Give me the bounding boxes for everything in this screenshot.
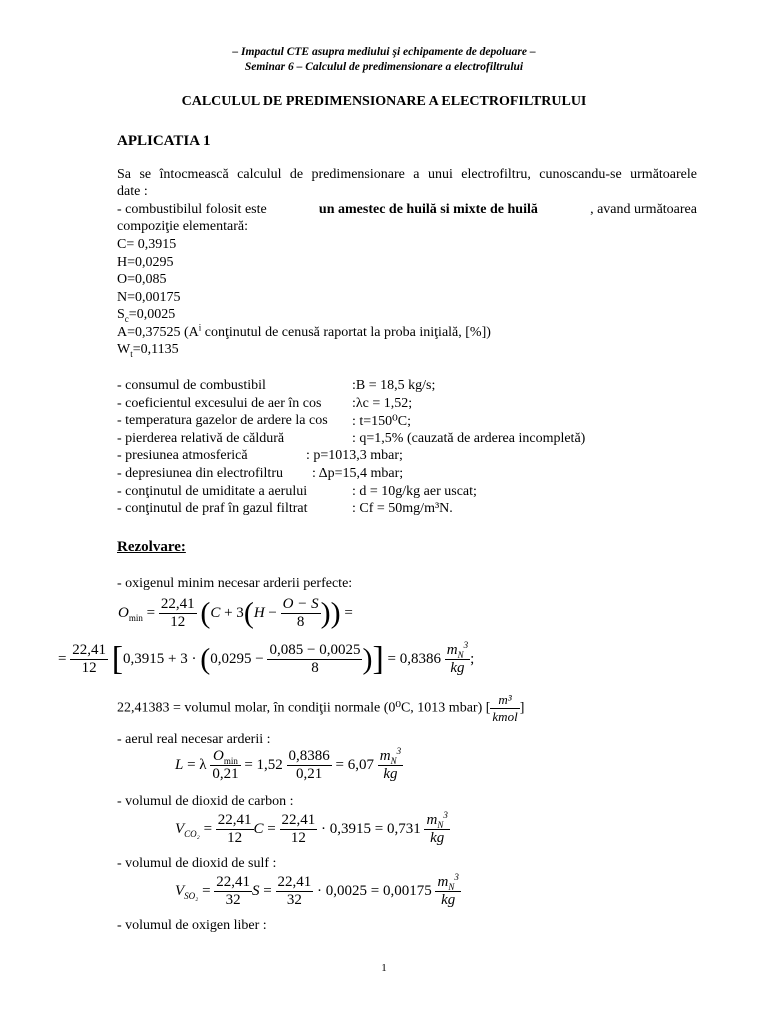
formula-so2: $V_{SO_2}$ = $\frac{22,41}{32}$ S = $\frac{22,41}{32}$ · 0,0025 = 0,00175 $\frac{m_N^3}{kg}$ [175, 872, 459, 908]
comp-a [117, 322, 491, 341]
param-value-2: : t=150⁰C; [352, 414, 412, 429]
molar-unit-top: m³ [490, 692, 519, 709]
comp-w-sub: t [130, 348, 133, 359]
fs-unit-bot: kg [441, 892, 456, 908]
param-label-4: - presiunea atmosferică [117, 448, 248, 463]
f1-num: 22,41 [160, 596, 195, 612]
fuel-line [117, 202, 697, 218]
f1-8: 8 [296, 614, 305, 630]
fuel-text-a: - combustibilul folosit este [117, 202, 267, 217]
param-label-1: - coeficientul excesului de aer în cos [117, 396, 322, 411]
param-value-4: : p=1013,3 mbar; [306, 448, 403, 463]
header-line-2: Seminar 6 – Calculul de predimensionare a electrofiltrului [244, 61, 524, 73]
page-title: CALCULUL DE PREDIMENSIONARE A ELECTROFILTRULUI [181, 94, 587, 109]
param-label-6: - conţinutul de umiditate a aerului [117, 484, 308, 499]
f2-diff: 0,085 − 0,0025 [269, 642, 361, 658]
f2-unit-bot: kg [450, 660, 465, 676]
param-value-5: : Δp=15,4 mbar; [312, 466, 404, 481]
param-value-3: : q=1,5% (cauzată de arderea incompletă) [352, 431, 586, 446]
co2-label: - volumul de dioxid de carbon : [117, 794, 294, 809]
formula-co2: $V_{CO_2}$ = $\frac{22,41}{12}$ C = $\frac{22,41}{12}$ · 0,3915 = 0,731 $\frac{m_N^3}{kg}$ [175, 810, 448, 846]
section-heading: APLICATIA 1 [117, 133, 211, 149]
comp-h: H=0,0295 [117, 255, 174, 270]
o-min-label: - oxigenul minim necesar arderii perfecte: [117, 576, 353, 591]
header-line-1: – Impactul CTE asupra mediului şi echipamente de depoluare – [232, 46, 536, 58]
f2-unit-top: $m_N^3$ [446, 640, 469, 660]
f2-result: = 0,8386 [387, 650, 441, 667]
comp-s-base: S [117, 307, 125, 322]
fs-num1: 22,41 [216, 874, 251, 890]
param-value-6: : d = 10g/kg aer uscat; [352, 484, 477, 499]
fc-unit-bot: kg [430, 830, 445, 846]
fs-val: · 0,0025 [317, 882, 367, 899]
comp-o: O=0,085 [117, 272, 167, 287]
comp-c: C= 0,3915 [117, 237, 177, 252]
fc-den1: 12 [227, 830, 243, 846]
formula-air: L = λ $\frac{O_{min}}{0,21}$ = 1,52 $\frac{0,8386}{0,21}$ = 6,07 $\frac{m_N^3}{kg}$ [175, 746, 402, 782]
fs-result: = 0,00175 [370, 882, 432, 899]
f1-den: 12 [170, 614, 186, 630]
comp-a-val: A=0,37525 (A [117, 325, 199, 340]
param-label-3: - pierderea relativă de căldură [117, 431, 285, 446]
fc-den2: 12 [290, 830, 306, 846]
param-label-5: - depresiunea din electrofiltru [117, 466, 283, 481]
comp-s-sub: c [124, 313, 129, 324]
fc-num1: 22,41 [217, 812, 252, 828]
fl-den1: 0,21 [212, 766, 239, 782]
molar-line: 22,41383 = volumul molar, în condiţii normale (0⁰C, 1013 mbar) [ $\frac{\text{m³}}{\text{kmol}}$ ] [117, 692, 525, 724]
fl-num: 0,8386 [288, 748, 330, 764]
fc-result: = 0,731 [374, 820, 421, 837]
intro-text-1: Sa se întocmească calculul de predimensionare a unui electrofiltru, cunoscandu-se următoarele [117, 167, 697, 182]
fl-result: = 6,07 [335, 756, 375, 773]
intro-line-1 [117, 167, 697, 183]
molar-unit-bot: kmol [492, 709, 518, 724]
fl-den2: 0,21 [296, 766, 323, 782]
comp-w-val: =0,1135 [132, 342, 179, 357]
so2-label: - volumul de dioxid de sulf : [117, 856, 277, 871]
fc-num2: 22,41 [281, 812, 316, 828]
page-number: 1 [381, 962, 387, 974]
f2-8: 8 [311, 660, 319, 676]
molar-text: 22,41383 = volumul molar, în condiţii normale (0⁰C, 1013 mbar) [ [117, 700, 491, 716]
formula-omin: $O_{min}$ = $\frac{22,41}{12}$ (C + 3(H − $\frac{O - S}{8}$ )) = [118, 596, 353, 630]
fuel-text-c: , avand următoarea [590, 202, 697, 217]
f1-os: O − S [282, 596, 319, 612]
o2-label: - volumul de oxigen liber : [117, 918, 267, 933]
comp-w-base: W [117, 342, 131, 357]
comp-n: N=0,00175 [117, 290, 181, 305]
fuel-text-d: compoziţie elementară: [117, 219, 248, 234]
fl-unit-bot: kg [383, 766, 398, 782]
f2-pre: 0,3915 + 3 · [123, 650, 201, 667]
param-label-2: - temperatura gazelor de ardere la cos [117, 413, 328, 428]
fl-lam: = 1,52 [244, 756, 283, 773]
f2-den: 12 [81, 660, 97, 676]
param-label-7: - conţinutul de praf în gazul filtrat [117, 501, 308, 516]
solution-heading: Rezolvare: [117, 539, 186, 555]
param-value-1: :λc = 1,52; [352, 396, 413, 411]
intro-line-2: date : [117, 184, 148, 199]
formula-omin-value: = $\frac{22,41}{12}$ [0,3915 + 3 · (0,0295 − $\frac{0,085 - 0,0025}{8}$ )] = 0,8386 $\frac{m_N^3}{kg}$ ; [58, 640, 475, 678]
f2-num: 22,41 [72, 642, 106, 658]
param-value-7: : Cf = 50mg/m³N. [352, 501, 453, 516]
comp-s [117, 307, 175, 323]
comp-w [117, 342, 179, 358]
fuel-text-b: un amestec de huilă si mixte de huilă [318, 202, 538, 217]
air-label: - aerul real necesar arderii : [117, 732, 271, 747]
comp-s-val: =0,0025 [128, 307, 176, 322]
comp-a-sup: i [198, 322, 202, 333]
comp-a-desc: conţinutul de cenusă raportat la proba iniţială, [%]) [201, 325, 491, 340]
fs-den2: 32 [286, 892, 302, 908]
param-label-0: - consumul de combustibil [117, 378, 266, 393]
fs-num2: 22,41 [277, 874, 312, 890]
param-value-0: :B = 18,5 kg/s; [352, 378, 436, 393]
fc-val: · 0,3915 [321, 820, 372, 837]
f2-mid: 0,0295 − [210, 650, 264, 667]
fs-den1: 32 [225, 892, 241, 908]
